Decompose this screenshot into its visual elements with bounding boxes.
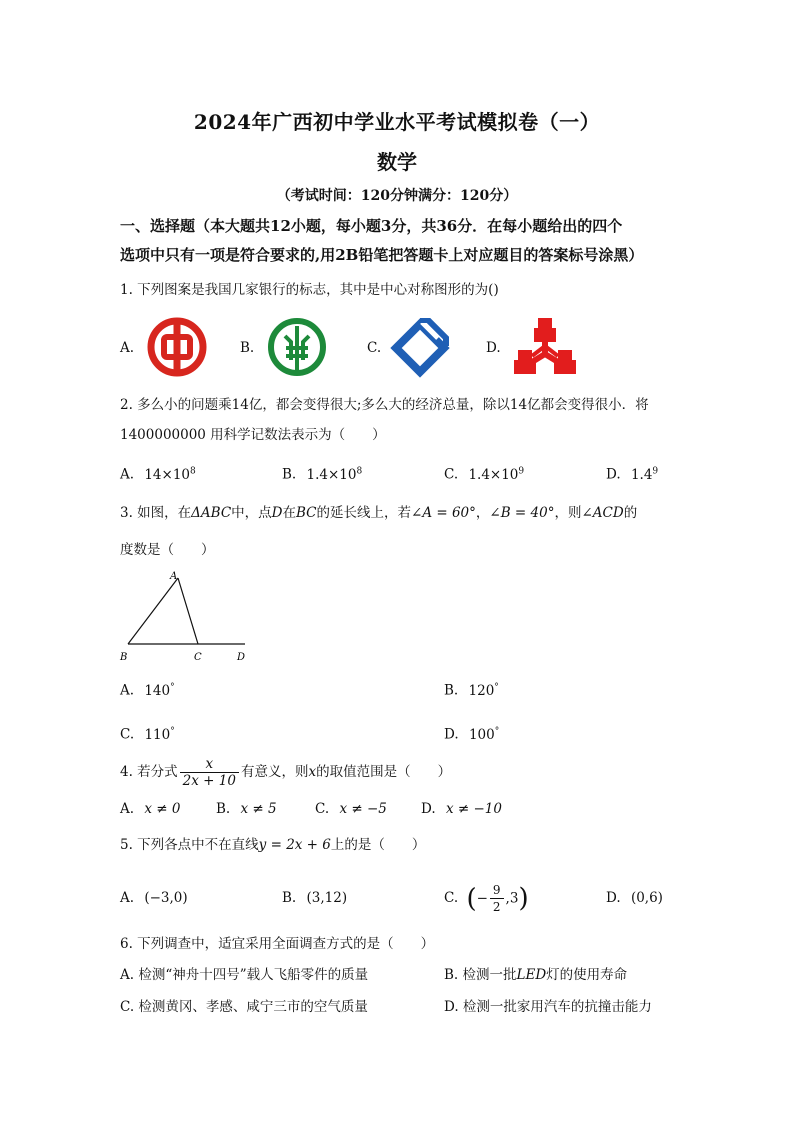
q6-option-b: [444, 965, 627, 985]
question-3-line2: 度数是（ ）: [120, 542, 215, 558]
q2-option-b-exp: 8: [356, 466, 363, 476]
fig-label-c: C: [194, 652, 202, 663]
q5-c-den: 2: [492, 900, 501, 914]
q4-pre: 4. 若分式: [120, 764, 178, 780]
communications-bank-logo: [512, 316, 578, 376]
fig-label-d: D: [237, 652, 246, 663]
question-5-text: [120, 835, 425, 855]
q4-option-a: [120, 799, 180, 819]
q6-option-c: C. 检测黄冈、孝感、咸宁三市的空气质量: [120, 999, 368, 1015]
fig-label-a: A: [170, 571, 178, 582]
q5-pre: 5. 下列各点中不在直线: [120, 837, 259, 853]
q2-option-b-base: 1.4×10: [306, 466, 357, 483]
q5-c-left-paren: (: [466, 883, 477, 914]
q4-option-b-value: x ≠ 5: [240, 801, 277, 817]
q4-option-c-value: x ≠ −5: [339, 801, 387, 817]
q3-option-a: [120, 677, 175, 701]
q3-option-b-label: B.: [444, 682, 459, 699]
q1-option-b-label: B.: [240, 340, 255, 356]
q5-line: y = 2x + 6: [258, 837, 331, 853]
q3-point-d: D: [271, 505, 283, 521]
q2-option-a-base: 14×10: [144, 466, 191, 483]
question-3-line1: [120, 503, 637, 523]
q3-option-d-deg: °: [494, 726, 500, 736]
q5-option-c-label: C.: [444, 890, 459, 906]
section-heading-line1: 一、选择题（本大题共12小题，每小题3分，共36分．在每小题给出的四个: [120, 217, 623, 235]
question-2-line2: 1400000000 用科学记数法表示为（ ）: [120, 427, 386, 443]
question-1-text: 1. 下列图案是我国几家银行的标志，其中是中心对称图形的为(): [120, 282, 499, 298]
q4-option-b-label: B.: [216, 801, 231, 817]
q4-option-d-label: D.: [421, 801, 436, 817]
q6-option-b-post: 灯的使用寿命: [546, 967, 628, 983]
fig-label-b: B: [120, 652, 128, 663]
section-heading-line2: 选项中只有一项是符合要求的,用2B铅笔把答题卡上对应题目的答案标号涂黑）: [120, 246, 644, 264]
q5-c-fraction: [490, 882, 504, 915]
q5-option-b-label: B.: [282, 890, 297, 906]
q3-option-b-value: 120: [468, 682, 495, 699]
q2-option-c-base: 1.4×10: [468, 466, 519, 483]
q3-option-a-label: A.: [120, 682, 135, 699]
q4-fraction: [180, 756, 239, 789]
q1-option-c-label: C.: [367, 340, 382, 356]
q4-option-a-value: x ≠ 0: [144, 801, 181, 817]
q5-option-a: [120, 888, 188, 908]
q3-mid3: 的延长线上，若: [316, 505, 412, 521]
q3-angle-acd: ∠ACD: [581, 505, 624, 521]
q3-option-b-deg: °: [494, 682, 499, 692]
q3-option-c: [120, 721, 175, 745]
question-6-text: 6. 下列调查中，适宜采用全面调查方式的是（ ）: [120, 936, 435, 952]
q4-var: x: [308, 764, 317, 780]
exam-info: （考试时间：120分钟满分：120分）: [276, 188, 518, 204]
q2-option-a-exp: 8: [190, 466, 196, 476]
q2-option-a: [120, 461, 196, 485]
agricultural-bank-logo: [266, 316, 328, 378]
q5-post: 上的是（ ）: [330, 837, 426, 853]
q3-option-c-deg: °: [170, 726, 175, 736]
q3-angle-b: ∠B = 40°: [489, 505, 555, 521]
q2-option-c-label: C.: [444, 466, 459, 483]
q5-option-a-value: (−3,0): [144, 890, 188, 906]
q2-option-c: [444, 461, 524, 485]
question-4-text: [120, 756, 451, 789]
subject-title: 数学: [377, 150, 417, 174]
q3-option-c-value: 110: [144, 726, 171, 743]
q4-option-d-value: x ≠ −10: [445, 801, 502, 817]
q3-mid4: ，则: [554, 505, 582, 521]
q5-c-num: 9: [490, 882, 504, 899]
q2-option-b-label: B.: [282, 466, 297, 483]
q3-line-bc: BC: [296, 505, 317, 521]
q6-option-a: A. 检测“神舟十四号”载人飞船零件的质量: [120, 967, 369, 983]
q5-c-right-paren: ): [518, 883, 529, 914]
q3-option-d-label: D.: [444, 726, 459, 743]
q3-option-c-label: C.: [120, 726, 135, 743]
q4-option-d: [421, 799, 502, 819]
q6-option-d: D. 检测一批家用汽车的抗撞击能力: [444, 999, 652, 1015]
q1-option-d-label: D.: [486, 340, 501, 356]
q2-option-b: [282, 461, 362, 485]
q6-option-b-led: LED: [516, 967, 547, 983]
q2-option-d-base: 1.4: [630, 466, 653, 483]
q2-option-d: [606, 461, 658, 485]
construction-bank-logo: [390, 318, 450, 378]
q4-option-c-label: C.: [315, 801, 330, 817]
q3-pre: 3. 如图，在: [120, 505, 192, 521]
q5-c-post: ,3: [505, 890, 519, 907]
question-2-line1: 2. 多么小的问题乘14亿，都会变得很大;多么大的经济总量，除以14亿都会变得很小．将: [120, 397, 649, 413]
q5-option-b-value: (3,12): [306, 890, 348, 906]
q4-option-b: [216, 799, 277, 819]
q3-option-d-value: 100: [468, 726, 495, 743]
q3-mid1: 中，点: [231, 505, 272, 521]
q3-post: 的: [623, 505, 638, 521]
q3-angle-a: ∠A = 60°: [411, 505, 476, 521]
q3-option-a-value: 140: [144, 682, 171, 699]
q5-option-a-label: A.: [120, 890, 135, 906]
bank-of-china-logo: [146, 316, 208, 378]
q2-option-d-label: D.: [606, 466, 621, 483]
q1-option-a-label: A.: [120, 340, 135, 356]
q4-option-a-label: A.: [120, 801, 135, 817]
q3-mid2: 在: [282, 505, 296, 521]
q3-option-b: [444, 677, 499, 701]
q4-option-c: [315, 799, 387, 819]
q2-option-d-exp: 9: [652, 466, 659, 476]
q5-option-d: [606, 888, 663, 908]
q4-frac-num: x: [180, 756, 239, 773]
q6-option-b-pre: B. 检测一批: [444, 967, 517, 983]
q3-option-d: [444, 721, 499, 745]
q5-option-b: [282, 888, 347, 908]
q4-frac-den: 2x + 10: [182, 773, 236, 789]
triangle-figure: [112, 566, 252, 666]
q3-option-a-deg: °: [170, 682, 175, 692]
q3-triangle: ΔABC: [191, 505, 232, 521]
q2-option-c-exp: 9: [518, 466, 525, 476]
q5-option-d-label: D.: [606, 890, 621, 906]
q5-option-d-value: (0,6): [630, 890, 663, 906]
q5-c-minus: −: [476, 890, 488, 907]
q2-option-a-label: A.: [120, 466, 135, 483]
exam-title: 2024年广西初中学业水平考试模拟卷（一）: [193, 110, 601, 134]
q4-mid: 有意义，则: [240, 764, 309, 780]
q3-sep: ，: [475, 505, 490, 521]
q4-post: 的取值范围是（ ）: [316, 764, 452, 780]
q5-option-c: [444, 876, 529, 921]
